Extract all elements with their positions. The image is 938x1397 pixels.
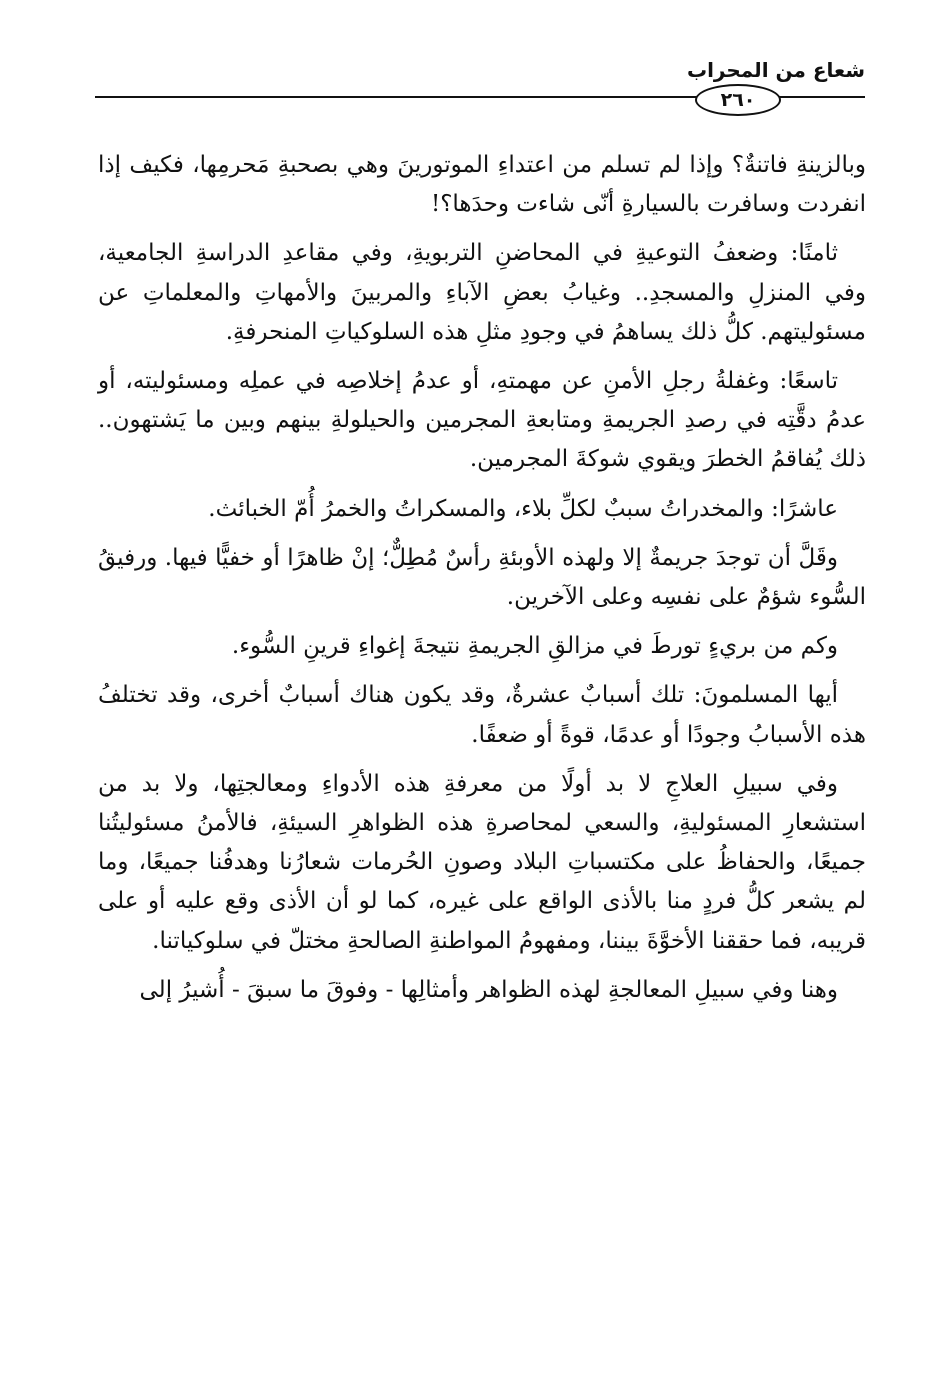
paragraph: وكم من بريءٍ تورطَ في مزالقِ الجريمةِ نتيجةَ إغواءِ قرينِ السُّوء. (231, 633, 838, 660)
paragraph: أيها المسلمونَ: تلك أسبابٌ عشرةٌ، وقد يكون هناك أسبابٌ أخرى، وقد تختلفُ هذه الأسبابُ وجودًا أو عدمًا، قوةً أو ضعفًا. (98, 682, 866, 748)
page-body (98, 146, 866, 1020)
paragraph: وفي سبيلِ العلاجِ لا بد أولًا من معرفةِ هذه الأدواءِ ومعالجتِها، ولا بد من استشعارِ المسئوليةِ، والسعي لمحاصرةِ هذه الظواهرِ السيئةِ، فالأمنُ مسئوليتُنا جميعًا، والحفاظُ على مكتسباتِ البلاد وصونِ الحُرمات شعارُنا وهدفُنا جميعًا، وما لم يشعر كلُّ فردٍ منا بالأذى الواقع على غيره، كما لو أن الأذى وقع عليه أو على قريبه، فما حققنا الأخوَّةَ بيننا، ومفهومُ المواطنةِ الصالحةِ مختلّ في سلوكياتنا. (98, 770, 866, 954)
page-header (95, 58, 865, 118)
paragraph: وهنا وفي سبيلِ المعالجةِ لهذه الظواهر وأمثالِها - وفوقَ ما سبقَ - أُشيرُ إلى (139, 976, 838, 1003)
page-number: ٢٦٠ (695, 84, 781, 116)
running-title: شعاع من المحراب (686, 58, 865, 82)
paragraph: ثامنًا: وضعفُ التوعيةِ في المحاضنِ التربويةِ، وفي مقاعدِ الدراسةِ الجامعية، وفي المنزلِ والمسجدِ.. وغيابُ بعضِ الآباءِ والمربينَ والأمهاتِ والمعلماتِ عن مسئوليتهم. كلُّ ذلك يساهمُ في وجودِ مثلِ هذه السلوكياتِ المنحرفةِ. (98, 240, 866, 345)
paragraph: وقَلَّ أن توجدَ جريمةٌ إلا ولهذه الأوبئةِ رأسٌ مُطِلٌّ؛ إنْ ظاهرًا أو خفيًّا فيها. ورفيقُ السُّوء شؤمٌ على نفسِه وعلى الآخرين. (98, 544, 866, 611)
paragraph: وبالزينةِ فاتنةٌ؟ وإذا لم تسلم من اعتداءِ الموتورينَ وهي بصحبةِ مَحرمِها، فكيف إذا انفردت وسافرت بالسيارةِ أنّى شاءت وحدَها؟! (98, 152, 866, 218)
paragraph: تاسعًا: وغفلةُ رجلِ الأمنِ عن مهمتهِ، أو عدمُ إخلاصِه في عملِه ومسئوليته، أو عدمُ دقَّتِه في رصدِ الجريمةِ ومتابعةِ المجرمين والحيلولةِ بينهم وبين ما يَشتهون.. ذلك يُفاقمُ الخطرَ ويقوي شوكةَ المجرمين. (98, 368, 866, 473)
paragraph: عاشرًا: والمخدراتُ سببٌ لكلِّ بلاء، والمسكراتُ والخمرُ أُمّ الخبائث. (208, 495, 838, 522)
